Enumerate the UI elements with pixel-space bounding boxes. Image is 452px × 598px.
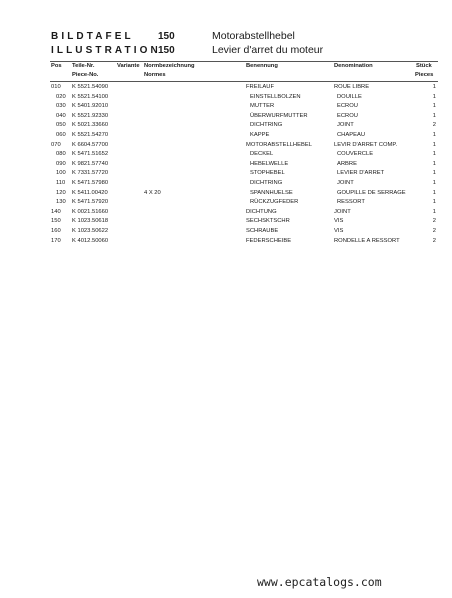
cell-pos: 130 — [56, 199, 66, 206]
header-bottom-rule — [50, 81, 438, 82]
cell-qty: 1 — [432, 151, 436, 158]
cell-benennung: FREILAUF — [246, 84, 275, 90]
illustration-title-fr: Levier d'arret du moteur — [212, 44, 324, 56]
cell-benennung: MUTTER — [250, 103, 275, 110]
cell-denomination: DOUILLE — [337, 93, 362, 100]
table-row — [0, 209, 452, 219]
cell-qty: 1 — [432, 131, 436, 138]
cell-denomination: GOUPILLE DE SERRAGE — [337, 189, 406, 196]
table-row — [0, 103, 452, 113]
cell-qty: 1 — [432, 141, 436, 148]
col-benennung: Benennung — [246, 63, 278, 69]
watermark-url: www.epcatalogs.com — [257, 575, 382, 589]
col-denomination: Denomination — [334, 63, 373, 69]
cell-pos: 060 — [56, 131, 66, 138]
table-row — [0, 113, 452, 123]
cell-part-number: K 4012.50060 — [72, 237, 109, 244]
col-pos: Pos — [51, 63, 62, 69]
cell-denomination: ECROU — [337, 103, 358, 110]
cell-denomination: VIS — [334, 227, 344, 234]
cell-denomination: ECROU — [337, 112, 358, 119]
cell-part-number: K 5471.51652 — [72, 151, 109, 158]
header-label-fr: ILLUSTRATION — [51, 45, 161, 56]
illustration-number-de: 150 — [158, 31, 175, 42]
cell-benennung: HEBELWELLE — [250, 160, 289, 167]
cell-pos: 070 — [51, 141, 61, 148]
cell-benennung: FEDERSCHEIBE — [246, 237, 292, 244]
cell-part-number: K 5521.54090 — [72, 84, 109, 90]
table-row — [0, 170, 452, 180]
cell-benennung: STOPHEBEL — [250, 170, 285, 177]
cell-part-number: K 5521.92330 — [72, 112, 109, 119]
cell-pos: 010 — [51, 84, 61, 90]
cell-benennung: EINSTELLBOLZEN — [250, 93, 301, 100]
cell-part-number: K 5021.33660 — [72, 122, 109, 129]
header-top-rule — [50, 61, 438, 62]
table-row — [0, 238, 452, 248]
cell-benennung: SCHRAUBE — [246, 227, 279, 234]
cell-benennung: DICHTUNG — [246, 208, 277, 215]
cell-benennung: DICHTRING — [250, 122, 283, 129]
cell-part-number: K 5471.57980 — [72, 179, 109, 186]
cell-denomination: VIS — [334, 218, 344, 225]
table-row — [0, 161, 452, 171]
header-label-de: BILDTAFEL — [51, 31, 134, 42]
cell-benennung: KAPPE — [250, 131, 270, 138]
cell-qty: 1 — [432, 112, 436, 119]
col-norm-de: Normbezeichnung — [144, 63, 195, 69]
col-norm-fr: Normes — [144, 72, 166, 78]
cell-pos: 170 — [51, 237, 61, 244]
cell-pos: 110 — [56, 179, 66, 186]
cell-part-number: K 0021.51660 — [72, 208, 109, 215]
cell-qty: 2 — [432, 218, 436, 225]
table-row — [0, 151, 452, 161]
cell-part-number: K 5401.92010 — [72, 103, 109, 110]
illustration-number-fr: 150 — [158, 45, 175, 56]
col-variant: Variante — [117, 63, 140, 69]
col-qty-de: Stück — [416, 63, 432, 69]
col-qty-fr: Pieces — [415, 72, 434, 78]
cell-pos: 050 — [56, 122, 66, 129]
cell-qty: 2 — [432, 237, 436, 244]
cell-part-number: K 9821.57740 — [72, 160, 109, 167]
table-row — [0, 84, 452, 94]
cell-benennung: ÜBERWURFMUTTER — [250, 112, 308, 119]
cell-qty: 1 — [432, 93, 436, 100]
cell-pos: 030 — [56, 103, 66, 110]
table-row — [0, 94, 452, 104]
cell-benennung: DICHTRING — [250, 179, 283, 186]
table-row — [0, 199, 452, 209]
cell-pos: 040 — [56, 112, 66, 119]
illustration-title-de: Motorabstellhebel — [212, 30, 295, 42]
cell-benennung: DECKEL — [250, 151, 274, 158]
cell-denomination: LEVIR D'ARRET COMP. — [334, 141, 398, 148]
cell-denomination: COUVERCLE — [337, 151, 374, 158]
table-row — [0, 122, 452, 132]
table-row — [0, 132, 452, 142]
cell-denomination: RESSORT — [337, 199, 365, 206]
cell-pos: 080 — [56, 151, 66, 158]
cell-benennung: RÜCKZUGFEDER — [250, 199, 299, 206]
cell-qty: 1 — [432, 208, 436, 215]
cell-pos: 140 — [51, 208, 61, 215]
cell-pos: 100 — [56, 170, 66, 177]
cell-denomination: RONDELLE A RESSORT — [334, 237, 400, 244]
cell-part-number: K 5411.00420 — [72, 189, 108, 196]
table-row — [0, 218, 452, 228]
table-row — [0, 190, 452, 200]
cell-qty: 1 — [432, 170, 436, 177]
col-part-de: Teile-Nr. — [72, 63, 95, 69]
cell-part-number: K 5521.54270 — [72, 131, 109, 138]
cell-part-number: K 1023.50618 — [72, 218, 109, 225]
cell-benennung: SPANNHUELSE — [250, 189, 293, 196]
cell-denomination: JOINT — [334, 208, 351, 215]
cell-qty: 1 — [432, 179, 436, 186]
cell-part-number: K 5521.54100 — [72, 93, 109, 100]
cell-denomination: JOINT — [337, 179, 354, 186]
cell-qty: 1 — [432, 84, 436, 90]
cell-denomination: LEVIER D'ARRET — [337, 170, 385, 177]
cell-part-number: K 5471.57920 — [72, 199, 109, 206]
cell-benennung: MOTORABSTELLHEBEL — [246, 141, 312, 148]
cell-qty: 1 — [432, 103, 436, 110]
cell-norm: 4 X 20 — [144, 189, 161, 196]
cell-qty: 1 — [432, 160, 436, 167]
table-row — [0, 142, 452, 152]
col-part-fr: Piece-No. — [72, 72, 99, 78]
cell-denomination: ARBRE — [337, 160, 357, 167]
cell-pos: 160 — [51, 227, 61, 234]
cell-pos: 020 — [56, 93, 66, 100]
cell-pos: 150 — [51, 218, 61, 225]
cell-denomination: CHAPEAU — [337, 131, 366, 138]
table-row — [0, 180, 452, 190]
cell-qty: 1 — [432, 199, 436, 206]
cell-denomination: JOINT — [337, 122, 354, 129]
cell-qty: 1 — [432, 189, 436, 196]
cell-benennung: SECHSKTSCHR — [246, 218, 290, 225]
cell-part-number: K 6604.57700 — [72, 141, 109, 148]
cell-qty: 2 — [432, 227, 436, 234]
cell-part-number: K 7331.57720 — [72, 170, 109, 177]
cell-denomination: ROUE LIBRE — [334, 84, 370, 90]
cell-part-number: K 1023.50622 — [72, 227, 109, 234]
cell-pos: 090 — [56, 160, 66, 167]
table-row — [0, 228, 452, 238]
cell-qty: 2 — [432, 122, 436, 129]
cell-pos: 120 — [56, 189, 66, 196]
parts-table — [0, 84, 452, 247]
